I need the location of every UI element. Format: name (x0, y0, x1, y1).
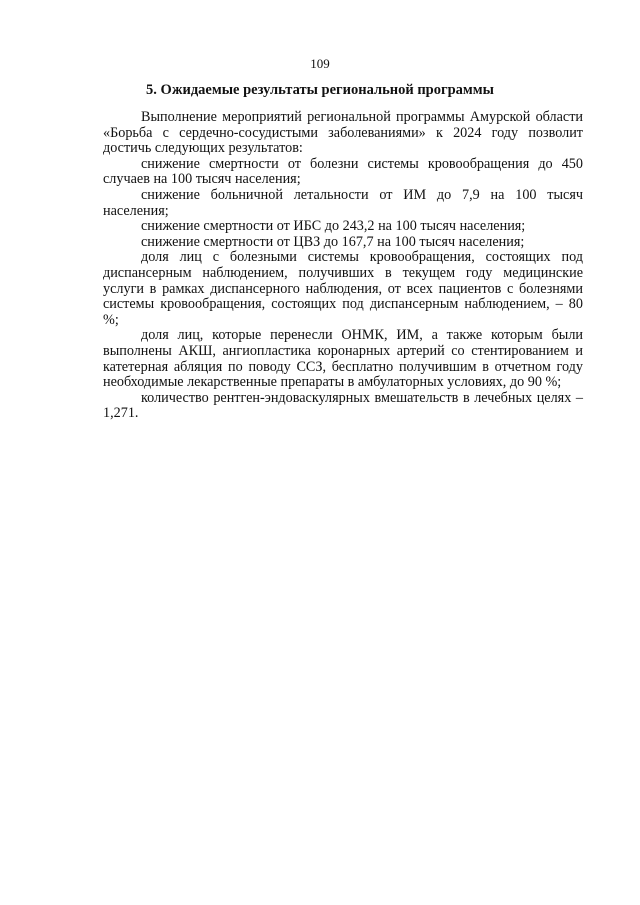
result-item-mortality-cvd: снижение смертности от ЦВЗ до 167,7 на 100 тысяч населения; (141, 233, 525, 250)
section-title: 5. Ожидаемые результаты региональной программы (146, 82, 494, 98)
page-number: 109 (310, 56, 330, 71)
result-item-mortality-circulatory: снижение смертности от болезни системы кровообращения до 450 случаев на 100 тысяч населения; (103, 155, 583, 188)
result-item-endovascular-count: количество рентген-эндоваскулярных вмешательств в лечебных целях – 1,271. (103, 389, 583, 422)
result-item-dispensary-share: доля лиц с болезными системы кровообращения, состоящих под диспансерным наблюдением, получивших в текущем году медицинские услуги в рамках диспансерного наблюдения, от всех пациентов с болезнями системы кровообращения, состоящих под диспансерным наблюдением, – 80 %; (103, 249, 583, 328)
body-text (103, 110, 583, 422)
result-item-medication-share: доля лиц, которые перенесли ОНМК, ИМ, а также которым были выполнены АКШ, ангиопластика коронарных артерий со стентированием и катетерная абляция по поводу ССЗ, бесплатно получившим в отчетном году необходимые лекарственные препараты в амбулаторных условиях, до 90 %; (103, 327, 583, 391)
result-item-mortality-ihd: снижение смертности от ИБС до 243,2 на 100 тысяч населения; (141, 218, 526, 235)
result-item-hospital-lethality-mi: снижение больничной летальности от ИМ до 7,9 на 100 тысяч населения; (103, 186, 583, 219)
intro-paragraph: Выполнение мероприятий региональной программы Амурской области «Борьба с сердечно-сосудистыми заболеваниями» к 2024 году позволит достичь следующих результатов: (103, 109, 583, 157)
